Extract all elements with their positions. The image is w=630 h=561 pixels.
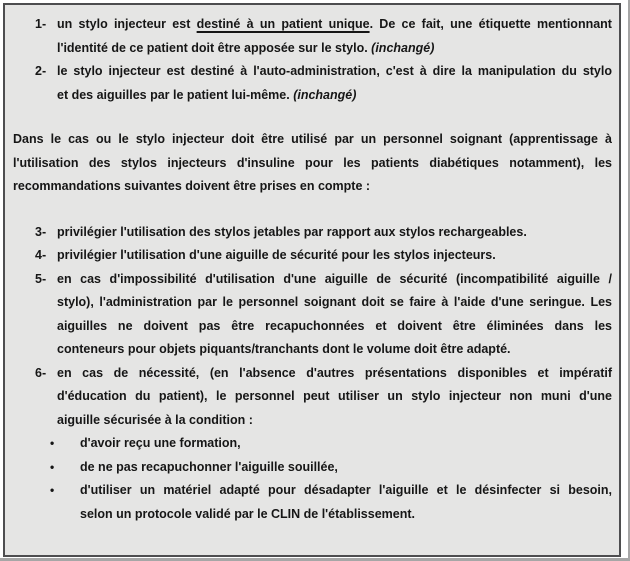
bullet-icon: • (50, 459, 55, 474)
bullet-icon: • (50, 483, 55, 497)
text-line: en cas de nécessité, (en l'absence d'autres présentations disponibles et impératif (57, 365, 612, 380)
text-line: recommandations suivantes doivent être prises en compte : (13, 179, 371, 193)
paragraph (13, 128, 612, 199)
text-line: l'utilisation des stylos injecteurs d'insuline pour les patients diabétiques notamment), les (13, 155, 612, 170)
document-content (13, 13, 612, 526)
list-item-1 (13, 13, 612, 60)
text-line (57, 84, 612, 108)
list-number: 1- (35, 17, 47, 31)
text-line: d'avoir reçu une formation, (80, 436, 241, 450)
text-line: privilégier l'utilisation des stylos jetables par rapport aux stylos rechargeables. (57, 224, 527, 239)
list-number: 4- (35, 248, 47, 262)
text-line (57, 37, 612, 61)
text-line (57, 13, 612, 37)
bullet-item-2 (13, 456, 612, 480)
text-segment: l'identité de ce patient doit être apposée sur le stylo. (57, 40, 372, 55)
text-line: stylo), l'administration par le personnel soignant doit se faire à l'aide d'une seringue. Les (57, 295, 612, 309)
text-line: de ne pas recapuchonner l'aiguille souillée, (80, 459, 338, 474)
list-number: 2- (35, 64, 47, 78)
text-segment: . De ce fait, une étiquette mentionnant (369, 17, 612, 31)
text-segment: un stylo injecteur est (57, 17, 197, 31)
bullet-item-1 (13, 432, 612, 456)
list-item-4 (13, 244, 612, 268)
text-line: d'éducation du patient), le personnel peut utiliser un stylo injecteur non muni d'une (57, 389, 612, 403)
text-line: en cas d'impossibilité d'utilisation d'une aiguille de sécurité (incompatibilité aiguille / (57, 271, 612, 286)
list-item-5 (13, 268, 612, 362)
list-number: 5- (35, 271, 47, 286)
italic-text: (inchangé) (371, 40, 435, 55)
list-item-6 (13, 362, 612, 433)
text-line: Dans le cas ou le stylo injecteur doit être utilisé par un personnel soignant (apprentissage à (13, 132, 612, 146)
text-line: conteneurs pour objets piquants/tranchants dont le volume doit être adapté. (57, 342, 511, 356)
list-number: 3- (35, 224, 47, 239)
list-item-2 (13, 60, 612, 107)
list-item-3 (13, 221, 612, 245)
text-line: d'utiliser un matériel adapté pour désadapter l'aiguille et le désinfecter si besoin, (80, 483, 612, 497)
text-line: privilégier l'utilisation d'une aiguille de sécurité pour les stylos injecteurs. (57, 248, 496, 262)
document-box (3, 3, 621, 557)
text-segment: et des aiguilles par le patient lui-même. (57, 87, 294, 102)
bullet-item-3 (13, 479, 612, 526)
text-line: aiguille sécurisée à la condition : (57, 412, 253, 427)
italic-text: (inchangé) (293, 87, 357, 102)
text-line: selon un protocole validé par le CLIN de l'établissement. (80, 506, 415, 521)
text-line: aiguilles ne doivent pas être recapuchonnées et doivent être éliminées dans les (57, 318, 612, 333)
bullet-icon: • (50, 436, 55, 450)
text-line: le stylo injecteur est destiné à l'auto-administration, c'est à dire la manipulation du stylo (57, 64, 612, 78)
underlined-text: destiné à un patient unique (196, 17, 370, 31)
list-number: 6- (35, 365, 47, 380)
